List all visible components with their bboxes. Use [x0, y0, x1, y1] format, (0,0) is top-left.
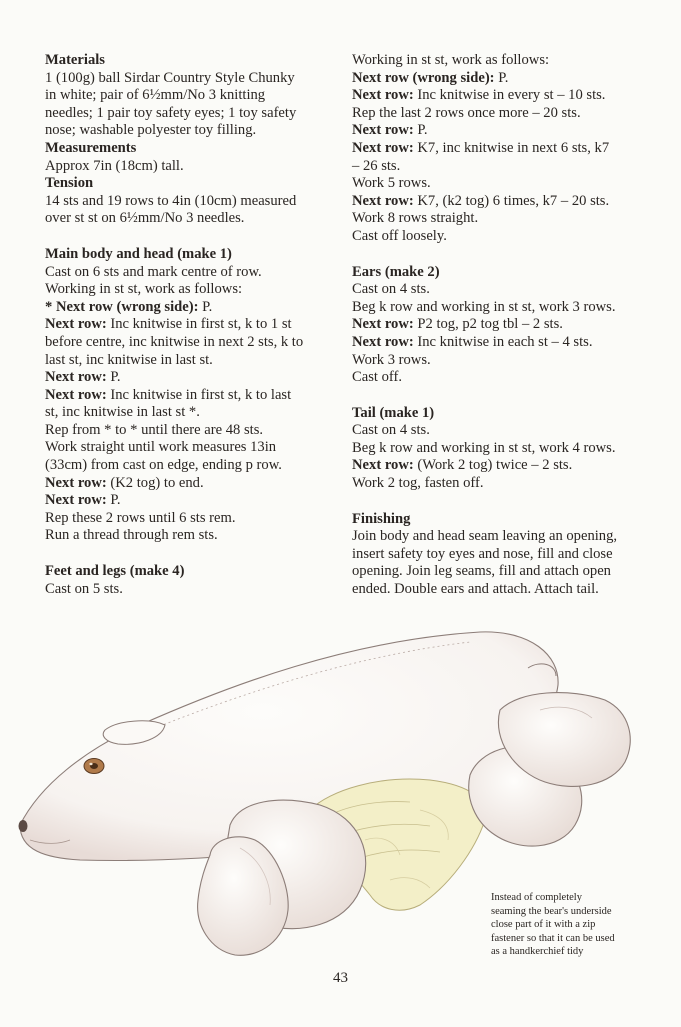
instruction-line: Working in st st, work as follows:	[45, 281, 243, 298]
instruction-line: Rep from * to * until there are 48 sts.	[45, 421, 264, 438]
caption-line: close part of it with a zip	[491, 919, 596, 931]
finishing-line: Join body and head seam leaving an opening,	[352, 528, 618, 545]
finishing-line: ended. Double ears and attach. Attach tail.	[352, 581, 599, 598]
materials-line: 1 (100g) ball Sirdar Country Style Chunky	[45, 69, 295, 86]
measurements-heading: Measurements	[45, 139, 137, 156]
instruction-line: Next row: K7, (k2 tog) 6 times, k7 – 20 sts.	[352, 192, 610, 209]
instruction-line: Work 2 tog, fasten off.	[352, 475, 484, 492]
materials-line: in white; pair of 6½mm/No 3 knitting	[45, 87, 266, 104]
caption-line: as a handkerchief tidy	[491, 946, 584, 958]
instruction-line: * Next row (wrong side): P.	[45, 298, 213, 315]
tension-line: 14 sts and 19 rows to 4in (10cm) measured	[45, 192, 297, 209]
instruction-line: Next row: (K2 tog) to end.	[45, 474, 204, 491]
tail-heading: Tail (make 1)	[352, 404, 435, 421]
caption-line: fastener so that it can be used	[491, 932, 615, 944]
page-number: 43	[333, 970, 348, 986]
illustration-caption	[491, 891, 661, 959]
instruction-line: Cast off.	[352, 369, 402, 386]
instruction-line: st, inc knitwise in last st *.	[45, 404, 200, 421]
main-body-heading: Main body and head (make 1)	[45, 245, 232, 262]
instruction-line: Next row: Inc knitwise in first st, k to last	[45, 386, 292, 403]
tension-heading: Tension	[45, 175, 94, 192]
finishing-heading: Finishing	[352, 510, 411, 527]
instruction-line: Next row (wrong side): P.	[352, 69, 509, 86]
instruction-line: before centre, inc knitwise in next 2 sts, k to	[45, 333, 304, 350]
caption-line: seaming the bear's underside	[491, 905, 612, 917]
instruction-line: Next row: Inc knitwise in every st – 10 sts.	[352, 87, 606, 104]
instruction-line: Cast on 4 sts.	[352, 422, 430, 439]
finishing-line: insert safety toy eyes and nose, fill and close	[352, 545, 613, 562]
measurements-line: Approx 7in (18cm) tall.	[45, 157, 184, 174]
instruction-line: Work straight until work measures 13in	[45, 439, 277, 456]
materials-line: nose; washable polyester toy filling.	[45, 122, 257, 139]
instruction-line: Next row: (Work 2 tog) twice – 2 sts.	[352, 457, 573, 474]
instruction-line: (33cm) from cast on edge, ending p row.	[45, 457, 282, 474]
materials-line: needles; 1 pair toy safety eyes; 1 toy safety	[45, 104, 297, 121]
instruction-line: Work 8 rows straight.	[352, 210, 479, 227]
instruction-line: Rep these 2 rows until 6 sts rem.	[45, 509, 236, 526]
instruction-line: Rep the last 2 rows once more – 20 sts.	[352, 104, 581, 121]
instruction-line: Next row: P.	[45, 492, 121, 509]
right-column	[352, 52, 644, 599]
instruction-line: Work 3 rows.	[352, 351, 431, 368]
left-column	[45, 52, 337, 598]
tension-line: over st st on 6½mm/No 3 needles.	[45, 210, 245, 227]
instruction-line: last st, inc knitwise in last st.	[45, 351, 213, 368]
instruction-line: Beg k row and working in st st, work 4 rows.	[352, 439, 616, 456]
instruction-line: Cast off loosely.	[352, 227, 447, 244]
instruction-line: Run a thread through rem sts.	[45, 527, 218, 544]
instruction-line: Next row: K7, inc knitwise in next 6 sts, k7	[352, 139, 610, 156]
instruction-line: Cast on 6 sts and mark centre of row.	[45, 263, 262, 280]
instruction-line: Work 5 rows.	[352, 175, 431, 192]
materials-heading: Materials	[45, 52, 105, 68]
instruction-line: Cast on 5 sts.	[45, 580, 123, 597]
instruction-line: Next row: P2 tog, p2 tog tbl – 2 sts.	[352, 316, 563, 333]
feet-heading: Feet and legs (make 4)	[45, 563, 185, 580]
instruction-line: Cast on 4 sts.	[352, 281, 430, 298]
ears-heading: Ears (make 2)	[352, 263, 440, 280]
instruction-line: Next row: P.	[45, 369, 121, 386]
instruction-line: Next row: Inc knitwise in first st, k to 1 st	[45, 316, 292, 333]
instruction-line: – 26 sts.	[352, 157, 401, 174]
instruction-line: Beg k row and working in st st, work 3 rows.	[352, 298, 616, 315]
finishing-line: opening. Join leg seams, fill and attach open	[352, 563, 611, 580]
caption-line: Instead of completely	[491, 892, 582, 903]
instruction-line: Next row: P.	[352, 122, 428, 139]
instruction-line: Working in st st, work as follows:	[352, 52, 550, 68]
bear-nose	[19, 820, 28, 832]
instruction-line: Next row: Inc knitwise in each st – 4 sts.	[352, 333, 593, 350]
